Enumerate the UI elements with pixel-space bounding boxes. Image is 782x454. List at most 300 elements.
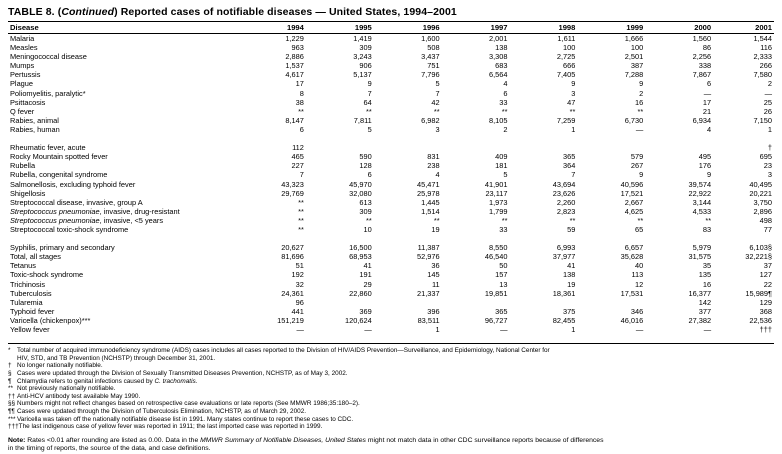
cell-1996: 6,982 (421, 115, 440, 125)
disease-name: Q fever (10, 106, 35, 116)
table-row (8, 270, 774, 279)
note-label: Note: (8, 436, 26, 444)
cell-2001: 26 (763, 106, 772, 116)
cell-1997: 6,564 (489, 70, 508, 80)
cell-2000: 9 (707, 170, 712, 180)
footnote-marker: * (8, 347, 11, 355)
cell-2001: 40,495 (749, 179, 772, 189)
cell-1995: 5,137 (353, 70, 372, 80)
cell-2001: 3 (767, 170, 772, 180)
cell-1999: 346 (630, 306, 644, 316)
cell-1995: 9 (367, 79, 372, 89)
cell-1994: 8 (299, 88, 304, 98)
cell-1997: 181 (495, 161, 508, 171)
disease-name: Tetanus (10, 261, 36, 271)
rule-cell (8, 334, 774, 344)
cell-1994: 227 (291, 161, 304, 171)
cell-1996: 751 (427, 61, 440, 71)
cell-1998: 7,405 (556, 70, 576, 80)
cell-1994: ** (298, 197, 304, 207)
footnote (8, 385, 774, 393)
cell-1997 (442, 298, 510, 307)
disease-name: Plague (10, 79, 34, 89)
cell-1996: 42 (431, 97, 440, 107)
cell-1999: 40,596 (620, 179, 644, 189)
cell-1995 (306, 298, 374, 307)
cell-1995: 7 (367, 88, 372, 98)
cell-1996: ** (433, 215, 440, 225)
table-row (8, 52, 774, 61)
cell-1994: 43,323 (281, 179, 304, 189)
cell-1996: 5 (435, 79, 440, 89)
cell-1996: 45,471 (417, 179, 440, 189)
cell-1997: 50 (499, 261, 508, 271)
table-row (8, 252, 774, 261)
footnote (8, 355, 774, 363)
cell-1994: 4,617 (285, 70, 304, 80)
cell-1999: 579 (630, 152, 644, 162)
cell-1995: ** (365, 215, 372, 225)
cell-2001: 37 (763, 261, 772, 271)
cell-1997: — (500, 325, 508, 334)
cell-1998: 23,626 (552, 188, 576, 198)
table-row (8, 43, 774, 52)
cell-1997: ** (501, 215, 508, 225)
disease-name: Meningococcal disease (10, 52, 87, 62)
table-row (8, 170, 774, 179)
cell-2000: 17 (702, 97, 712, 107)
table-row (8, 325, 774, 334)
col-header-1994: 1994 (239, 22, 306, 34)
footnote-text: Cases were updated through the Division of Sexually Transmitted Diseases Prevention, NCHSTP, as of May 3, 2002. (17, 369, 348, 377)
cell-1996: 1,445 (421, 197, 440, 207)
cell-2000: 377 (698, 306, 712, 316)
cell-2000: 35 (702, 261, 712, 271)
footnote-text: Varicella was taken off the nationally notifiable disease list in 1991. Many states continue to report these cases to CDC. (17, 415, 354, 423)
cell-1996: 83,511 (417, 315, 440, 325)
cell-1997: 1,799 (489, 206, 508, 216)
cell-2001: 32,221§ (745, 252, 772, 262)
footnote (8, 400, 774, 408)
cell-1997 (442, 143, 510, 152)
cell-2001: 129 (759, 297, 772, 307)
cell-2001: † (767, 143, 772, 153)
note-part2: might not match data in other CDC surveillance reports because of differences (365, 436, 604, 444)
cell-1998: 375 (563, 306, 576, 316)
cell-1994: 1,537 (285, 61, 304, 71)
table-header-row (8, 22, 774, 34)
cell-1997: 33 (499, 97, 508, 107)
disease-name-italic: Streptococcus pneumoniae (10, 206, 100, 216)
disease-name (8, 216, 239, 225)
disease-name: Psittacosis (10, 97, 46, 107)
cell-1996: 1,600 (421, 34, 440, 43)
cell-1999: 100 (630, 43, 644, 53)
cell-1994: 1,229 (285, 34, 304, 43)
cell-1999: 9 (639, 79, 644, 89)
disease-name: Trichinosis (10, 279, 46, 289)
cell-1998: 364 (563, 161, 576, 171)
cell-2000: 31,575 (688, 252, 712, 262)
table-row (8, 216, 774, 225)
cell-1994: 51 (295, 261, 304, 271)
cell-2000: 27,382 (688, 315, 712, 325)
cell-2000: 4,533 (692, 206, 712, 216)
cell-1996 (374, 298, 442, 307)
cell-1996: 396 (427, 306, 440, 316)
footnote-italic: C. trachomatis. (154, 377, 198, 385)
cell-1996: 21,337 (417, 288, 440, 298)
cell-1996: 11 (431, 279, 440, 289)
footnote-marker: *** (8, 415, 16, 423)
table-row (8, 98, 774, 107)
cell-1998: 7,259 (556, 115, 576, 125)
disease-name: Tularemia (10, 297, 43, 307)
cell-2001: 15,989¶ (745, 288, 772, 298)
cell-1999 (577, 298, 645, 307)
cell-1994: 81,696 (281, 252, 304, 262)
table-bottom-rule (8, 334, 774, 344)
col-header-disease: Disease (8, 22, 239, 34)
cell-1999: 17,531 (620, 288, 644, 298)
cell-1999: 2 (639, 88, 644, 98)
cell-1999: — (635, 124, 644, 134)
disease-name: Rocky Mountain spotted fever (10, 152, 108, 162)
cell-2001: 266 (759, 61, 772, 71)
table-row (8, 61, 774, 70)
cell-2000: 21 (702, 106, 712, 116)
cell-1999: 267 (630, 161, 644, 171)
cell-1997: 409 (495, 152, 508, 162)
disease-name: Typhoid fever (10, 306, 55, 316)
cell-2000: 176 (698, 161, 712, 171)
cell-1999: 9 (639, 170, 644, 180)
table-row (8, 143, 774, 152)
cell-1998: 2,725 (556, 52, 576, 62)
cell-2000: 16 (702, 279, 712, 289)
cell-1998: 37,977 (552, 252, 576, 262)
cell-1997: 96,727 (484, 315, 508, 325)
footnote (8, 393, 774, 401)
disease-name: Pertussis (10, 70, 41, 80)
cell-1995: ** (365, 106, 372, 116)
cell-1998: 9 (571, 79, 576, 89)
cell-2000: 338 (698, 61, 712, 71)
cell-1994: 963 (291, 43, 304, 53)
table-row (8, 225, 774, 234)
table-row (8, 116, 774, 125)
cell-1998 (510, 298, 578, 307)
cell-2001: 498 (759, 215, 772, 225)
table-row (8, 107, 774, 116)
disease-name: Streptococcal disease, invasive, group A (10, 197, 143, 207)
cell-1996 (374, 143, 442, 152)
cell-1998: 365 (563, 152, 576, 162)
cell-1998: 82,455 (552, 315, 576, 325)
table-row (8, 207, 774, 216)
footnote (8, 370, 774, 378)
cell-2000: 4 (707, 124, 712, 134)
disease-name-italic: Streptococcus pneumoniae (10, 215, 100, 225)
col-header-1998: 1998 (510, 22, 578, 34)
footnote-marker: §§ (8, 400, 16, 408)
cell-1997: ** (501, 106, 508, 116)
cell-2001: 7,150 (753, 115, 772, 125)
footnote-marker: †† (8, 392, 16, 400)
cell-2001: 77 (763, 224, 772, 234)
footnote-text: Total number of acquired immunodeficiency syndrome (AIDS) cases includes all cases reported to the Division of HIV/AIDS Prevention—Surveillance, and Epidemiology, National Center for (17, 347, 550, 355)
cell-1995: 32,080 (349, 188, 372, 198)
table-row (8, 34, 774, 44)
cell-1998: 3 (571, 88, 576, 98)
cell-1999: 12 (635, 279, 644, 289)
cell-1997: 13 (499, 279, 508, 289)
cell-1996: 1,514 (421, 206, 440, 216)
col-header-1996: 1996 (374, 22, 442, 34)
cell-1996: 7 (435, 88, 440, 98)
table-row (8, 280, 774, 289)
cell-1994: 7 (299, 170, 304, 180)
table-note (8, 437, 774, 454)
cell-1994: 38 (295, 97, 304, 107)
cell-1997: 46,540 (484, 252, 508, 262)
note-line2: in the timing of reports, the source of the data, and case definitions. (8, 445, 211, 453)
cell-1997: 1,973 (489, 197, 508, 207)
cell-2001: 6,103§ (749, 243, 772, 253)
cell-2000: 495 (698, 152, 712, 162)
footnote-marker: ** (8, 385, 13, 393)
cell-2000: 6 (707, 79, 712, 89)
cell-1994: 441 (291, 306, 304, 316)
cell-1999: 113 (631, 270, 644, 280)
cell-1995: 10 (363, 224, 372, 234)
cell-1994: 192 (291, 270, 304, 280)
cell-2000: 7,867 (692, 70, 712, 80)
cell-1999 (577, 143, 645, 152)
cell-1998 (510, 143, 578, 152)
cell-2001: 2,333 (753, 52, 772, 62)
footnote (8, 347, 774, 355)
cell-1997: 41,901 (484, 179, 508, 189)
cell-1994: 24,361 (281, 288, 304, 298)
disease-name: Rubella (10, 161, 36, 171)
footnote-marker: ¶ (8, 377, 12, 385)
disease-name: Measles (10, 43, 38, 53)
cell-1995: 64 (363, 97, 372, 107)
cell-1994: — (296, 325, 304, 334)
cell-1999: 6,730 (624, 115, 644, 125)
cell-2001: 25 (763, 97, 772, 107)
footnote (8, 378, 774, 386)
disease-name: Poliomyelitis, paralytic* (10, 88, 86, 98)
cell-1996: 3 (435, 124, 440, 134)
cell-2001: — (764, 88, 772, 98)
cell-2000: 142 (698, 297, 712, 307)
footnote-text: Cases were updated through the Division of Tuberculosis Elimination, NCHSTP, as of March 29, 2002. (17, 407, 307, 415)
disease-name: Rabies, animal (10, 115, 59, 125)
cell-1995: 369 (359, 306, 372, 316)
col-header-2000: 2000 (645, 22, 713, 34)
cell-2001: 22,536 (749, 315, 772, 325)
cell-2001: 3,750 (753, 197, 772, 207)
cell-1994: 112 (292, 143, 304, 153)
table-row (8, 243, 774, 252)
disease-name: Toxic-shock syndrome (10, 270, 84, 280)
notifiable-diseases-table (8, 21, 774, 344)
cell-1994: 8,147 (285, 115, 304, 125)
cell-2001: 2 (767, 79, 772, 89)
disease-name: Syphilis, primary and secondary (10, 243, 115, 253)
cell-1998: ** (569, 106, 576, 116)
cell-1995: 45,970 (349, 179, 372, 189)
disease-name: Yellow fever (10, 325, 50, 334)
cell-1996: 11,387 (417, 243, 440, 253)
table-group-gap (8, 134, 774, 143)
col-header-1997: 1997 (442, 22, 510, 34)
cell-1996: 19 (431, 224, 440, 234)
cell-1997: 5 (503, 170, 508, 180)
note-part1: Rates <0.01 after rounding are listed as 0.00. Data in the (25, 436, 201, 444)
footnote-marker: ††† (8, 423, 19, 431)
footnote-text: No longer nationally notifiable. (17, 362, 103, 370)
cell-1998: 6,993 (556, 243, 576, 253)
cell-2000: 135 (698, 270, 712, 280)
table-row (8, 70, 774, 79)
col-header-2001: 2001 (713, 22, 774, 34)
disease-name: Rabies, human (10, 124, 60, 134)
cell-2001: 7,580 (753, 70, 772, 80)
cell-1994: 29,769 (281, 188, 304, 198)
cell-2000: 1,560 (692, 34, 712, 43)
footnote-marker: ¶¶ (8, 407, 15, 415)
footnote-text: HIV, STD, and TB Prevention (NCHSTP) through December 31, 2001. (17, 354, 216, 362)
cell-2001: ††† (759, 325, 772, 334)
cell-1999: — (635, 325, 644, 334)
cell-1994: 151,219 (277, 315, 304, 325)
cell-1995: 16,500 (349, 243, 372, 253)
cell-1998: 100 (563, 43, 576, 53)
cell-1998: 2,260 (556, 197, 576, 207)
cell-1995: 128 (359, 161, 372, 171)
cell-1998: 19 (567, 279, 576, 289)
cell-1998: 41 (567, 261, 576, 271)
cell-2000: ** (705, 215, 712, 225)
disease-name: Rheumatic fever, acute (10, 143, 86, 153)
table-row (8, 79, 774, 88)
cell-1996: 508 (427, 43, 440, 53)
cell-1995: 6 (367, 170, 372, 180)
disease-name: Shigellosis (10, 188, 46, 198)
table-row (8, 198, 774, 207)
cell-1995: 590 (359, 152, 372, 162)
disease-name: Rubella, congenital syndrome (10, 170, 108, 180)
cell-1996: 25,978 (417, 188, 440, 198)
cell-1999: 7,288 (624, 70, 644, 80)
footnote (8, 362, 774, 370)
disease-name-rest: , invasive, <5 years (99, 215, 164, 225)
cell-1996: 1 (435, 325, 440, 334)
cell-1997: 683 (495, 61, 508, 71)
footnote-text: Chlamydia refers to genital infections caused by C. trachomatis. (17, 377, 198, 385)
cell-2000: 22,922 (688, 188, 712, 198)
footnote-text: Not previously nationally notifiable. (17, 385, 116, 393)
cell-1994: 20,627 (281, 243, 304, 253)
footnote-text: Numbers might not reflect changes based on retrospective case evaluations or late reports (See MMWR 1986;35:180–2). (17, 400, 360, 408)
cell-1998: ** (569, 215, 576, 225)
cell-1999: 4,625 (624, 206, 644, 216)
cell-1999: 2,667 (624, 197, 644, 207)
cell-1996: ** (433, 106, 440, 116)
table-row (8, 180, 774, 189)
cell-1995: 1,419 (353, 34, 372, 43)
cell-1994: ** (298, 206, 304, 216)
footnotes (8, 347, 774, 431)
table-row (8, 298, 774, 307)
cell-1997: 138 (495, 43, 508, 53)
cell-2001: 116 (760, 43, 772, 53)
footnote (8, 423, 774, 431)
cell-2000: 39,574 (688, 179, 712, 189)
title-continued: Continued (61, 6, 115, 18)
cell-2000: 3,144 (692, 197, 712, 207)
cell-1998: 1 (571, 124, 576, 134)
footnote (8, 416, 774, 424)
cell-2000: 2,256 (692, 52, 712, 62)
cell-1995: 68,953 (349, 252, 372, 262)
table-title (0, 0, 782, 21)
cell-2000: — (703, 88, 712, 98)
cell-1994: 96 (295, 297, 304, 307)
cell-1995: 22,860 (349, 288, 372, 298)
cell-2001: 1 (767, 124, 772, 134)
cell-1997: 23,117 (485, 188, 508, 198)
table-row (8, 189, 774, 198)
cell-1998: 18,361 (552, 288, 576, 298)
cell-1997: 2 (503, 124, 508, 134)
cell-1995: 3,243 (353, 52, 372, 62)
cell-1998: 1,611 (557, 34, 576, 43)
footnote-marker: † (8, 362, 12, 370)
disease-name: Varicella (chickenpox)*** (10, 315, 91, 325)
cell-2000: 83 (702, 224, 712, 234)
cell-1996: 238 (427, 161, 440, 171)
cell-1995: 191 (359, 270, 372, 280)
cell-1994: ** (298, 215, 304, 225)
cell-1999: 16 (635, 97, 644, 107)
cell-1995: 906 (359, 61, 372, 71)
cell-1997: 2,001 (489, 34, 508, 43)
cell-1997: 19,851 (484, 288, 508, 298)
cell-1995 (306, 143, 374, 152)
cell-1996: 36 (431, 261, 440, 271)
disease-name: Total, all stages (10, 252, 61, 262)
title-suffix: ) Reported cases of notifiable diseases — United States, 1994–2001 (114, 6, 457, 18)
table-row (8, 261, 774, 270)
cell-1997: 365 (495, 306, 508, 316)
cell-1995: 613 (359, 197, 372, 207)
cell-1996: 145 (427, 270, 440, 280)
cell-2000 (645, 143, 713, 152)
cell-2001: 127 (759, 270, 772, 280)
disease-name: Malaria (10, 34, 35, 43)
cell-1997: 3,308 (489, 52, 508, 62)
cell-2001: 20,221 (749, 188, 772, 198)
cell-1999: 6,657 (624, 243, 644, 253)
disease-name: Streptococcal toxic-shock syndrome (10, 224, 129, 234)
cell-1997: 6 (503, 88, 508, 98)
cell-2001: 23 (763, 161, 772, 171)
cell-2001: 2,896 (753, 206, 772, 216)
